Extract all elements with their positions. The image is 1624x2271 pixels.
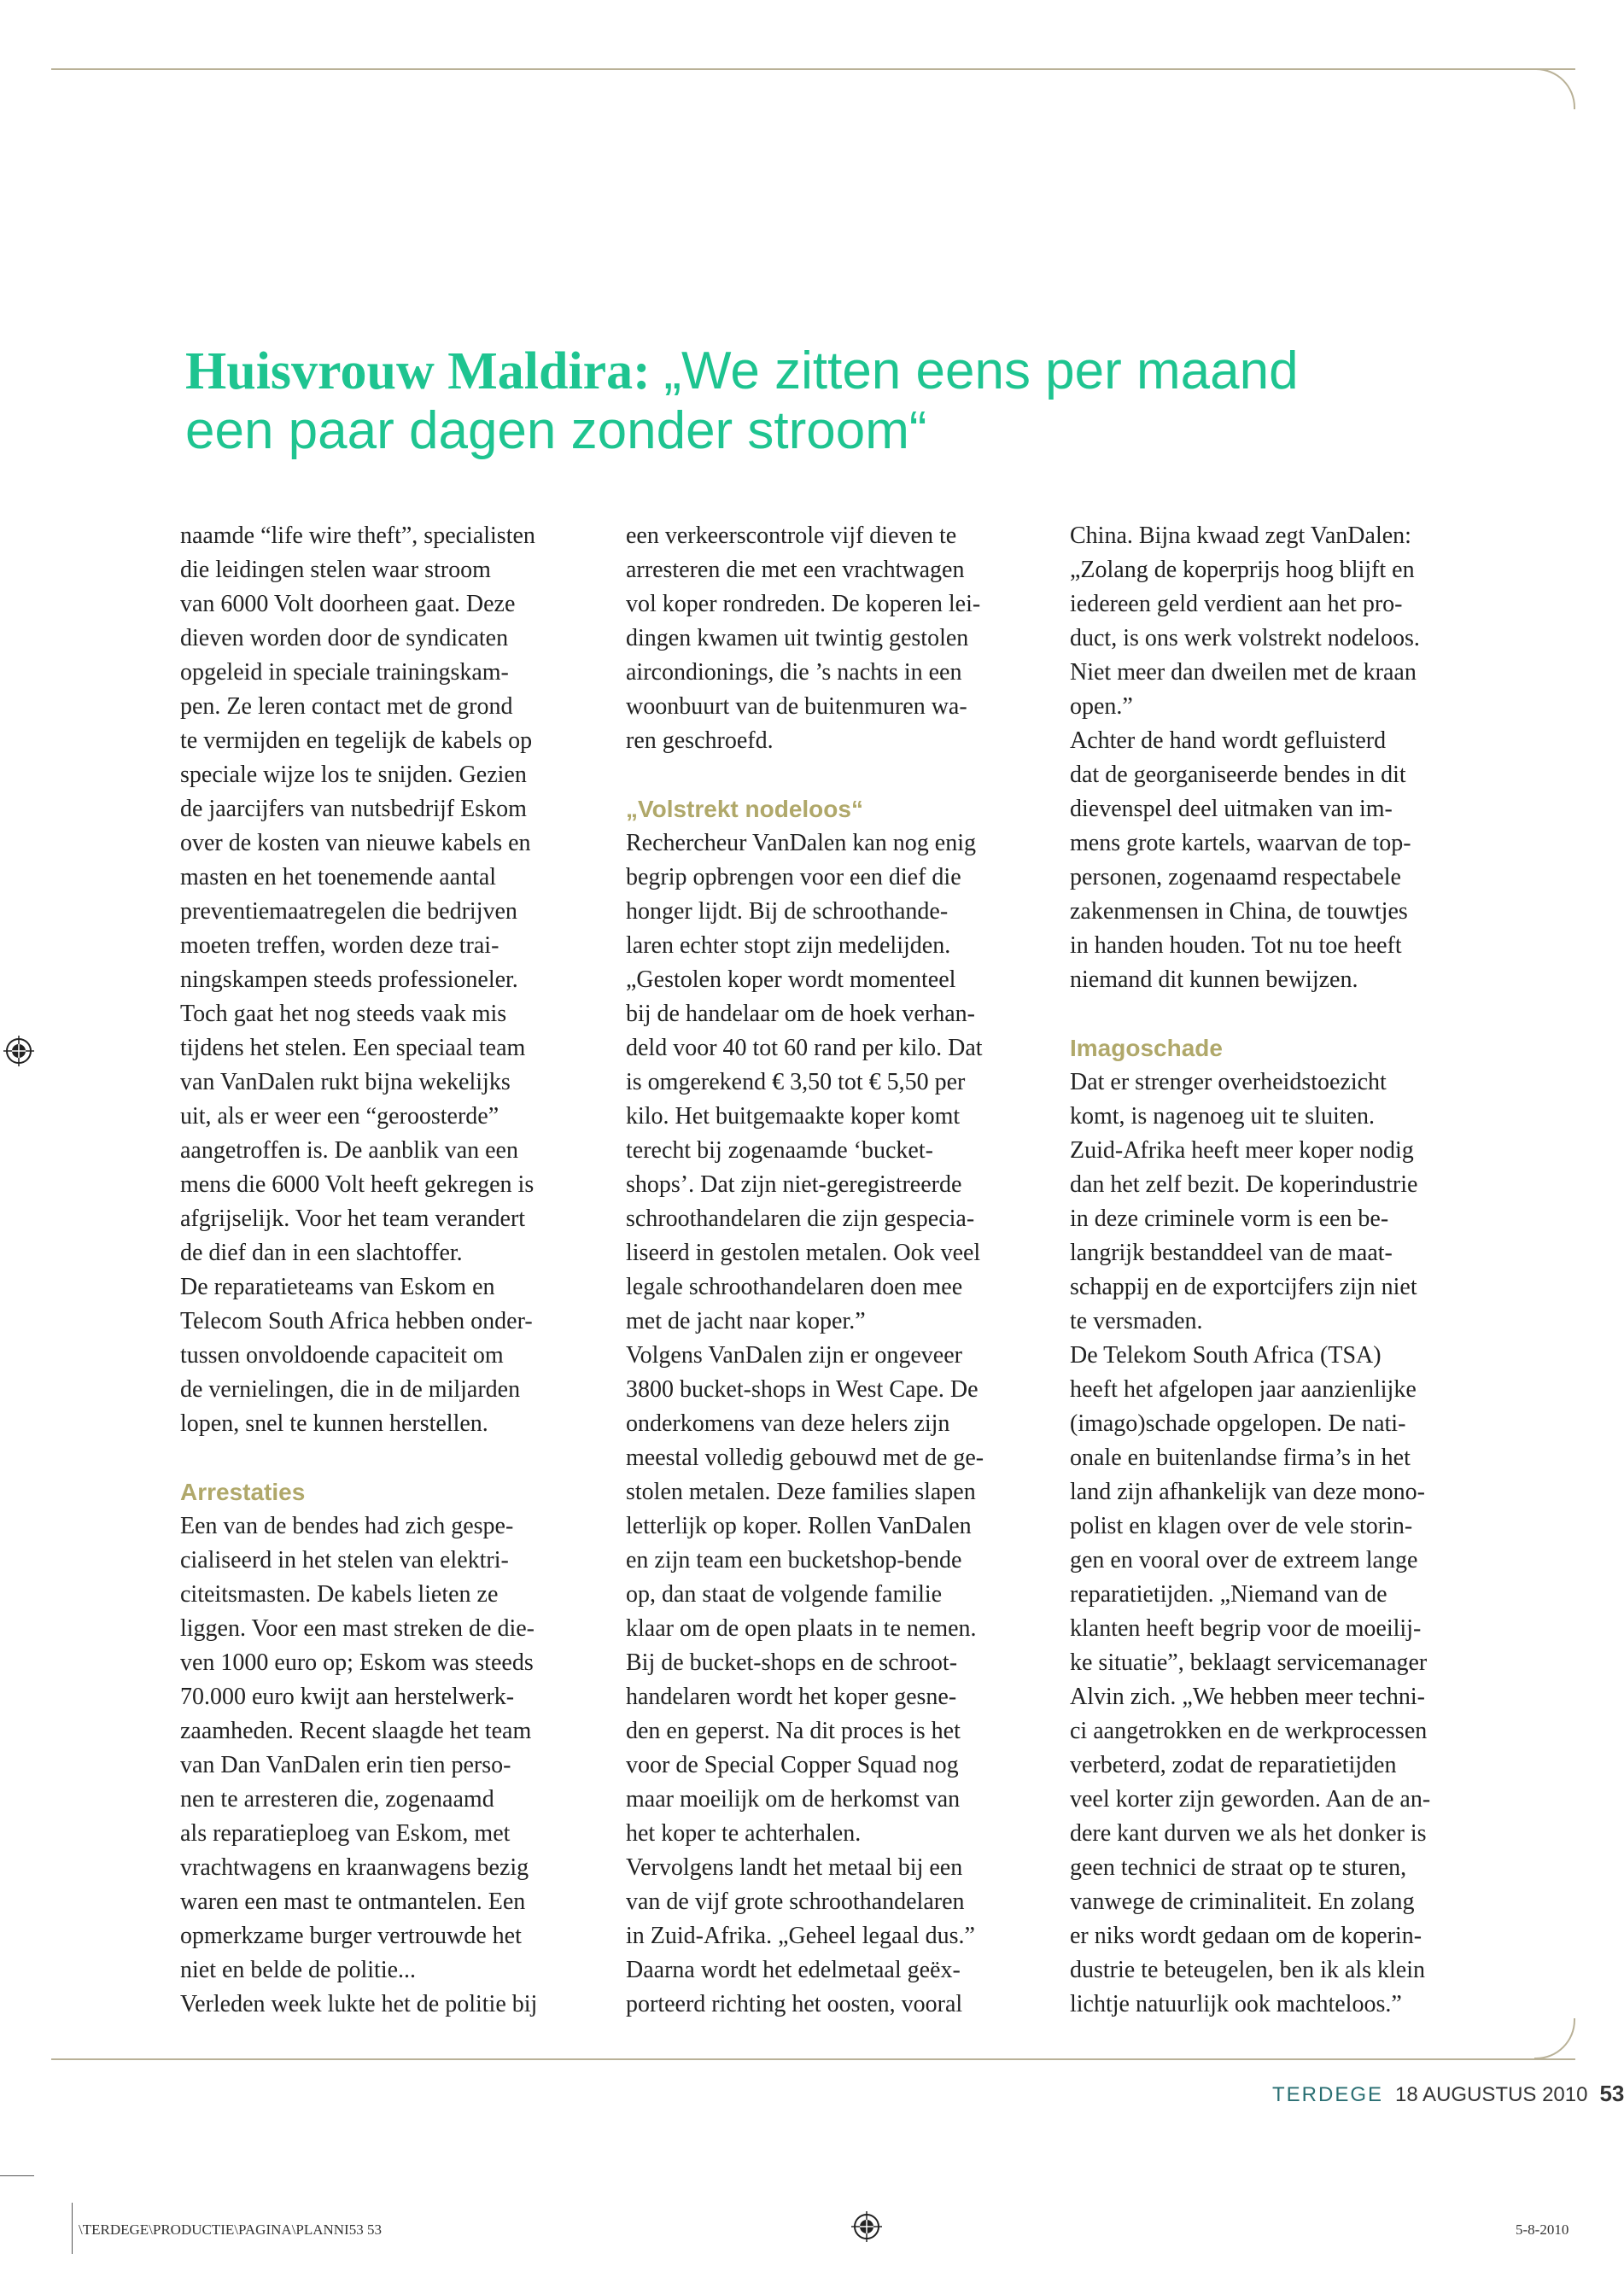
top-rule-corner (1534, 68, 1575, 109)
column3-paragraph: Achter de hand wordt gefluisterd dat de georganiseerde bendes in dit dievenspel deel uitmaken van im- mens grote kartels, waarvan de top- personen, zogenaamd respectabele zakenmensen in China, de touwtjes in handen houden. Tot nu toe heeft niemand dit kunnen bewijzen. (1070, 727, 1411, 993)
column2-paragraph: Vervolgens landt het metaal bij een van de vijf grote schroothandelaren in Zuid-Afrika. „Geheel legaal dus.” Daarna wordt het edelmetaal geëx- porteerd richting het oosten, vooral (626, 1854, 975, 2017)
subheading-imagoschade: Imagoschade (1070, 1035, 1223, 1061)
page-footer (1272, 2081, 1624, 2107)
crop-mark (0, 2175, 34, 2176)
top-rule (51, 68, 1575, 70)
headline-quote-line1: „We zitten eens per maand (663, 342, 1299, 400)
bottom-rule-corner (1534, 2018, 1575, 2059)
column3-paragraph: Dat er strenger overheidstoezicht komt, is nagenoeg uit te sluiten. Zuid-Afrika heeft meer koper nodig dan het zelf bezit. De koperindustrie in deze criminele vorm is een be- langrijk bestanddeel van de maat- schappij en de exportcijfers zijn niet te versmaden. (1070, 1069, 1418, 1334)
registration-mark-icon (851, 2211, 882, 2242)
headline-lead: Huisvrouw Maldira: (185, 342, 651, 400)
column3-paragraph: De Telekom South Africa (TSA) heeft het afgelopen jaar aanzienlijke (imago)schade opgelopen. De nati- onale en buitenlandse firma’s in het land zijn afhankelijk van deze mono- polist en klagen over de vele storin- gen en vooral over de extreem lange reparatietijden. „Niemand van de klanten heeft begrip voor de moeilij- ke situatie”, beklaagt servicemanager Alvin zich. „We hebben meer techni- ci aangetrokken en de werkprocessen verbeterd, zodat de reparatietijden veel korter zijn geworden. Aan de an- dere kant durven we als het donker is geen technici de straat op te sturen, vanwege de criminaliteit. En zolang er niks wordt gedaan om de koperin- dustrie te beteugelen, ben ik als klein lichtje natuurlijk ook machteloos.” (1070, 1342, 1431, 2017)
article-column-1 (180, 519, 607, 2022)
column2-paragraph: Rechercheur VanDalen kan nog enig begrip opbrengen voor een dief die honger lijdt. Bij de schroothande- laren echter stopt zijn medelijden. „Gestolen koper wordt momenteel bij de handelaar om de hoek verhan- deld voor 40 tot 60 rand per kilo. Dat is omgerekend € 3,50 tot € 5,50 per kilo. Het buitgemaakte koper komt terecht bij zogenaamde ‘bucket- shops’. Dat zijn niet-geregistreerde schroothandelaren die zijn gespecia- liseerd in gestolen metalen. Ook veel legale schroothandelaren doen mee met de jacht naar koper.” (626, 830, 983, 1334)
article-headline (185, 342, 1381, 461)
headline-quote-line2: een paar dagen zonder stroom“ (185, 401, 927, 460)
magazine-name: TERDEGE (1272, 2083, 1384, 2106)
article-column-3 (1070, 519, 1497, 2022)
article-column-2 (626, 519, 1053, 2022)
column3-paragraph: China. Bijna kwaad zegt VanDalen: „Zolang de koperprijs hoog blijft en iedereen geld verdient aan het pro- duct, is ons werk volstrekt nodeloos. Niet meer dan dweilen met de kraan open.” (1070, 523, 1420, 720)
issue-date: 18 AUGUSTUS 2010 (1395, 2083, 1588, 2106)
subheading-arrestaties: Arrestaties (180, 1479, 306, 1505)
column1-paragraph: Verleden week lukte het de politie bij (180, 1991, 538, 2017)
subheading-volstrekt-nodeloos: „Volstrekt nodeloos“ (626, 796, 863, 822)
column1-paragraph: De reparatieteams van Eskom en Telecom South Africa hebben onder- tussen onvoldoende capaciteit om de vernielingen, die in de miljarden lopen, snel te kunnen herstellen. (180, 1274, 533, 1437)
page-number: 53 (1599, 2081, 1624, 2106)
bottom-rule (51, 2058, 1575, 2060)
print-slug-date: 5-8-2010 (1516, 2221, 1569, 2238)
column1-paragraph: naamde “life wire theft”, specialisten die leidingen stelen waar stroom van 6000 Volt doorheen gaat. Deze dieven worden door de syndicaten opgeleid in speciale trainingskam- pen. Ze leren contact met de grond te vermijden en tegelijk de kabels op speciale wijze los te snijden. Gezien de jaarcijfers van nutsbedrijf Eskom over de kosten van nieuwe kabels en masten en het toenemende aantal preventiemaatregelen die bedrijven moeten treffen, worden deze trai- ningskampen steeds professioneler. Toch gaat het nog steeds vaak mis tijdens het stelen. Een speciaal team van VanDalen rukt bijna wekelijks uit, als er weer een “geroosterde” aangetroffen is. De aanblik van een mens die 6000 Volt heeft gekregen is afgrijselijk. Voor het team verandert de dief dan in een slachtoffer. (180, 523, 535, 1266)
crop-mark (72, 2203, 73, 2254)
column2-paragraph: Volgens VanDalen zijn er ongeveer 3800 bucket-shops in West Cape. De onderkomens van deze helers zijn meestal volledig gebouwd met de ge- stolen metalen. Deze families slapen letterlijk op koper. Rollen VanDalen en zijn team een bucketshop-bende op, dan staat de volgende familie klaar om de open plaats in te nemen. Bij de bucket-shops en de schroot- handelaren wordt het koper gesne- den en geperst. Na dit proces is het voor de Special Copper Squad nog maar moeilijk om de herkomst van het koper te achterhalen. (626, 1342, 984, 1847)
column1-paragraph: Een van de bendes had zich gespe- cialiseerd in het stelen van elektri- citeitsmasten. De kabels lieten ze liggen. Voor een mast streken de die- ven 1000 euro op; Eskom was steeds 70.000 euro kwijt aan herstelwerk- zaamheden. Recent slaagde het team van Dan VanDalen erin tien perso- nen te arresteren die, zogenaamd als reparatieploeg van Eskom, met vrachtwagens en kraanwagens bezig waren een mast te ontmantelen. Een opmerkzame burger vertrouwde het niet en belde de politie... (180, 1513, 535, 1983)
print-slug-path: \TERDEGE\PRODUCTIE\PAGINA\PLANNI53 53 (79, 2221, 382, 2238)
column2-paragraph: een verkeerscontrole vijf dieven te arresteren die met een vrachtwagen vol koper rondreden. De koperen lei- dingen kwamen uit twintig gestolen aircondionings, die ’s nachts in een woonbuurt van de buitenmuren wa- ren geschroefd. (626, 523, 981, 754)
registration-mark-icon (3, 1036, 34, 1066)
